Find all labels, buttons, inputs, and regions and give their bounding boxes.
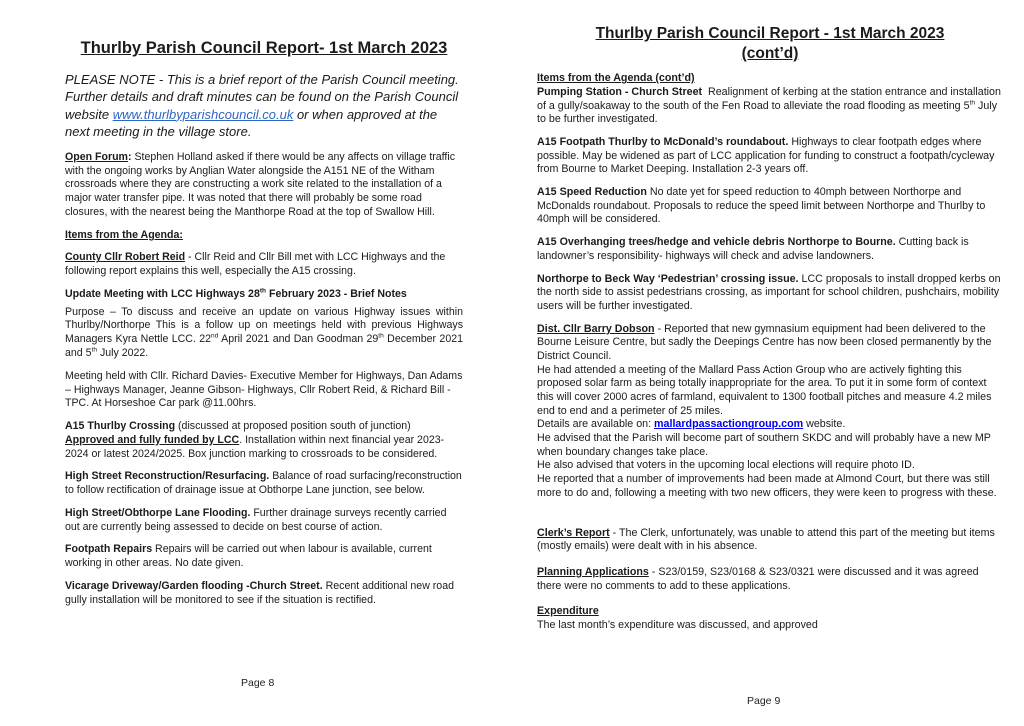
text-run: Repairs will be carried out when labour is available, current working in other areas. No date given. xyxy=(65,543,432,570)
page-number-left: Page 8 xyxy=(241,677,275,689)
text-run: LCC proposals to install dropped kerbs on the north side to assist pedestrians crossing, as important for school children, pushchairs, mobility users will be further investigated. xyxy=(537,272,1001,312)
clerks-report-paragraph xyxy=(537,527,1003,554)
text-run: Details are available on: xyxy=(537,418,655,431)
text-run: . Installation within next financial year 2023-2024 or latest 2024/2025. Box junction marking to crossroads to be considered. xyxy=(65,433,445,460)
high-street-reconstruction-paragraph xyxy=(65,470,463,498)
meeting-held-paragraph xyxy=(65,370,463,411)
a15-thurlby-crossing-paragraph xyxy=(65,420,463,461)
almond-court-paragraph xyxy=(537,473,1003,500)
text-run: A15 Thurlby Crossing xyxy=(65,420,176,433)
items-agenda-heading xyxy=(65,229,463,243)
text-run: website. xyxy=(803,418,846,431)
mallard-pass-paragraph xyxy=(537,364,1003,419)
text-run: He had attended a meeting of the Mallard Pass Action Group who are actively fighting this proposed solar farm as being totally inappropriate for the area. To put it in some form of context this will cover 2000 acres of farmland, equivalent to 1300 football pitches and measure 4.2 miles end to end and a perimeter of 25 miles. xyxy=(537,363,992,417)
left-page-body xyxy=(65,71,463,608)
barry-dobson-paragraph xyxy=(537,323,1003,364)
text-run: Pumping Station - Church Street xyxy=(537,85,703,98)
details-link-paragraph xyxy=(537,418,1003,432)
text-run: Vicarage Driveway/Garden flooding -Church Street. xyxy=(65,579,323,592)
text-run: He advised that the Parish will become part of southern SKDC and will probably have a new MP when boundary changes take place. xyxy=(537,432,991,458)
text-run: th xyxy=(259,287,267,295)
text-run: Highways to clear footpath edges where possible. May be widened as part of LCC application for funding to construct a footpath/cycleway from Bourne to Market Deeping. Installation 2-3 years off. xyxy=(537,136,995,176)
text-run: Items from the Agenda: xyxy=(65,228,183,241)
text-run: - Cllr Reid and Cllr Bill met with LCC Highways and the following report explains this well, especially the A15 crossing. xyxy=(65,251,446,278)
text-run: (discussed at proposed position south of junction) xyxy=(175,420,411,433)
text-run: July to be further investigated. xyxy=(537,99,998,126)
text-run: Clerk’s Report xyxy=(537,526,610,539)
text-run: He reported that a number of improvements had been made at Almond Court, but there was still more to do and, following a meeting with two new officers, they were keen to progress with these. xyxy=(537,473,997,499)
county-cllr-paragraph xyxy=(65,251,463,279)
text-run: Dist. Cllr Barry Dobson xyxy=(537,322,655,335)
planning-applications-paragraph xyxy=(537,566,1003,593)
text-run: Stephen Holland asked if there would be any affects on village traffic with the ongoing works by Anglian Water alongside the A151 NE of the Witham crossroads where they are constructing a work site related to the installation of a major water transfer pipe. It was noted that there will probably be some road closures, with the nearest being the Manthorpe Road at the top of Swallow Hill. xyxy=(65,150,456,218)
items-agenda-contd-heading xyxy=(537,72,1003,86)
text-run: County Cllr Robert Reid xyxy=(65,251,186,264)
text-run: Purpose – To discuss and receive an update on various Highway issues within Thurlby/Northorpe This is a follow up on meetings held with previous Highways Managers Kyra Nettle LCC. 22 xyxy=(65,305,463,346)
text-run: Meeting held with Cllr. Richard Davies- Executive Member for Highways, Dan Adams – Highways Manager, Jeanne Gibson- Highways, Cllr Robert Reid, & Richard Bill - TPC. At Horseshoe Car park @11.00hrs. xyxy=(65,369,463,410)
text-run: A15 Footpath Thurlby to McDonald’s roundabout. xyxy=(537,136,789,149)
a15-footpath-paragraph xyxy=(537,136,1003,177)
text-run: April 2021 and Dan Goodman 29 xyxy=(218,333,379,346)
purpose-paragraph xyxy=(65,306,463,361)
text-run: Northorpe to Beck Way ‘Pedestrian’ crossing issue. xyxy=(537,272,799,285)
right-page-title xyxy=(537,24,1003,64)
text-run: Expenditure xyxy=(537,605,599,618)
website-link-text[interactable]: mallardpassactiongroup.com xyxy=(654,418,804,431)
vicarage-paragraph xyxy=(65,580,463,608)
text-run: Footpath Repairs xyxy=(65,543,153,556)
text-run: - Reported that new gymnasium equipment had been delivered to the Bourne Leisure Centre, but sadly the Deepings Centre has now been closed permanently by the District Council. xyxy=(537,322,992,362)
text-run: Items from the Agenda (cont’d) xyxy=(537,72,695,85)
please-note-paragraph xyxy=(65,71,463,141)
text-run: nd xyxy=(211,332,219,340)
text-run: Cutting back is landowner’s responsibility- highways will check and advise landowners. xyxy=(537,236,969,262)
text-run: : xyxy=(127,150,132,163)
text-run: Balance of road surfacing/reconstruction to follow rectification of drainage issue at Obthorpe Lane junction, see below. xyxy=(65,470,462,497)
text-run: February 2023 - Brief Notes xyxy=(266,287,407,300)
right-page-body xyxy=(537,72,1003,632)
text-run: He also advised that voters in the upcoming local elections will require photo ID. xyxy=(537,459,915,472)
photo-id-paragraph xyxy=(537,459,1003,473)
right-page xyxy=(537,24,1003,633)
left-page-title: Thurlby Parish Council Report- 1st March 2023 xyxy=(80,39,448,57)
left-page xyxy=(65,38,463,616)
text-run: Planning Applications xyxy=(537,565,649,578)
text-run: Realignment of kerbing at the station entrance and installation of a gully/soakaway to the south of the Fen Road to alleviate the road flooding as meeting 5 xyxy=(537,85,1001,112)
text-run: A15 Overhanging trees/hedge and vehicle debris Northorpe to Bourne. xyxy=(537,236,896,249)
text-run: Open Forum xyxy=(65,150,128,163)
expenditure-paragraph xyxy=(537,619,1003,633)
text-run: or when approved at the next meeting in the village store. xyxy=(65,106,438,140)
text-run: th xyxy=(378,332,384,340)
text-run: PLEASE NOTE - This is a brief report of the Parish Council meeting. Further details and draft minutes can be found on the Parish Council website xyxy=(65,71,459,122)
skdc-paragraph xyxy=(537,432,1003,459)
text-run: High Street Reconstruction/Resurfacing. xyxy=(65,470,270,483)
text-run: - S23/0159, S23/0168 & S23/0321 were discussed and it was agreed there were no comments to add to these applications. xyxy=(537,565,979,592)
text-run: A15 Speed Reduction xyxy=(537,186,647,199)
pumping-station-paragraph xyxy=(537,86,1003,127)
open-forum-paragraph xyxy=(65,151,463,220)
text-run: The last month’s expenditure was discussed, and approved xyxy=(537,618,818,631)
update-meeting-heading xyxy=(65,288,463,302)
text-run: Approved and fully funded by LCC xyxy=(65,433,240,446)
a15-overhanging-paragraph xyxy=(537,236,1003,263)
expenditure-heading xyxy=(537,605,1003,619)
text-run: Further drainage surveys recently carried out are currently being assessed to decide on best course of action. xyxy=(65,506,447,533)
high-street-flooding-paragraph xyxy=(65,507,463,535)
text-run: th xyxy=(969,99,976,107)
right-page-title-line1: Thurlby Parish Council Report - 1st March 2023 xyxy=(595,25,945,42)
text-run: Recent additional new road gully installation will be monitored to see if the situation is rectified. xyxy=(65,579,454,606)
text-run: High Street/Obthorpe Lane Flooding. xyxy=(65,506,251,519)
right-page-title-line2: (cont’d) xyxy=(741,45,799,63)
page-number-right: Page 9 xyxy=(747,695,781,707)
text-run: December 2021 and 5 xyxy=(65,333,463,359)
text-run: July 2022. xyxy=(97,347,149,359)
text-run: Update Meeting with LCC Highways 28 xyxy=(65,287,260,300)
text-run: No date yet for speed reduction to 40mph between Northorpe and McDonalds roundabout. Proposals to reduce the speed limit between Northorpe and Thurlby to 40mph will be considered. xyxy=(537,186,986,226)
a15-speed-reduction-paragraph xyxy=(537,186,1003,227)
text-run: th xyxy=(91,346,97,354)
website-hyperlink[interactable]: www.thurlbyparishcouncil.co.uk xyxy=(112,106,294,122)
footpath-repairs-paragraph xyxy=(65,543,463,571)
northorpe-beck-way-paragraph xyxy=(537,273,1003,314)
text-run: - The Clerk, unfortunately, was unable to attend this part of the meeting but items (mostly emails) were dealt with in his absence. xyxy=(537,526,995,553)
